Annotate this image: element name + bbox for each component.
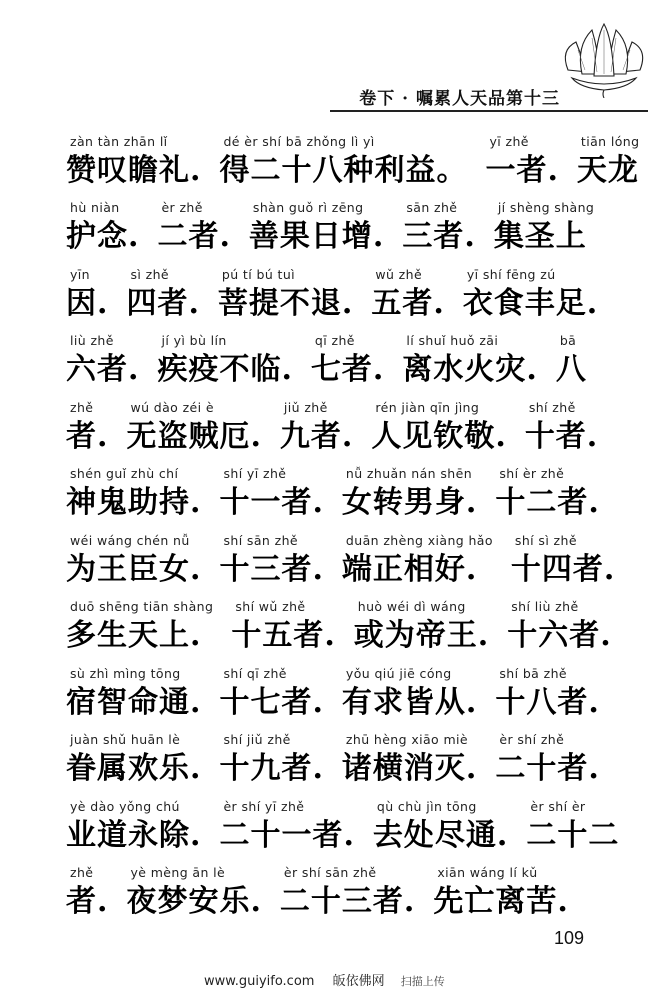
phrase: [485, 133, 558, 191]
hanzi: 十六者.: [507, 618, 612, 653]
pinyin: wéi wáng chén nǚ: [70, 532, 190, 548]
pinyin: shí èr zhě: [499, 466, 565, 481]
pinyin: tiān lóng: [580, 133, 640, 149]
pinyin: yè dào yǒng chú: [70, 798, 180, 814]
phrase: [66, 731, 201, 789]
hanzi: 者.: [66, 884, 109, 919]
phrase: [66, 465, 201, 523]
footer-watermark: [204, 970, 445, 989]
sutra-text: [66, 124, 640, 922]
hanzi: 十四者.: [510, 551, 616, 587]
hanzi: 衣食丰足.: [462, 285, 599, 321]
hanzi: 集圣上: [493, 219, 587, 254]
page-header: [0, 0, 662, 118]
hanzi: 女转男身.: [341, 485, 478, 520]
pinyin: sì zhě: [130, 266, 169, 282]
hanzi: 二十者.: [495, 751, 600, 786]
pinyin: yīn: [70, 266, 90, 282]
pinyin: bā: [559, 333, 577, 348]
hanzi: 十九者.: [219, 751, 324, 786]
hanzi: 四者.: [126, 285, 200, 321]
pinyin: yī zhě: [489, 133, 529, 149]
phrase: [219, 665, 323, 723]
phrase: [371, 266, 444, 324]
hanzi: 无盗贼厄.: [126, 418, 262, 454]
hanzi: 十七者.: [219, 684, 324, 720]
pinyin: huò wéi dì wáng: [357, 599, 466, 614]
phrase: [126, 399, 261, 457]
header-divider: [330, 110, 648, 112]
pinyin: shí zhě: [528, 399, 576, 415]
pinyin: èr shí zhě: [499, 732, 565, 747]
text-line: [66, 457, 626, 524]
hanzi: 因.: [66, 285, 109, 321]
hanzi: 十者.: [524, 418, 599, 454]
hanzi: 十五者.: [231, 618, 336, 653]
pinyin: shí liù zhě: [511, 599, 579, 614]
phrase: [157, 199, 230, 257]
hanzi: 业道永除.: [66, 817, 202, 853]
hanzi: 菩提不退.: [217, 285, 354, 321]
pinyin: zhū hèng xiāo miè: [345, 732, 469, 747]
hanzi: 疾疫不临.: [157, 352, 293, 387]
page-number: 109: [553, 928, 584, 948]
hanzi: 五者.: [371, 285, 445, 321]
phrase: [66, 864, 108, 922]
phrase: [495, 465, 599, 523]
phrase: [371, 399, 506, 457]
phrase: [402, 199, 475, 257]
phrase: [342, 665, 477, 723]
pinyin: yǒu qiú jiē cóng: [345, 665, 452, 681]
text-line: [66, 124, 640, 191]
phrase: [219, 133, 467, 191]
phrase: [556, 332, 587, 390]
phrase: [66, 798, 201, 856]
hanzi: 赞叹瞻礼.: [66, 152, 202, 188]
pinyin: jiǔ zhě: [283, 399, 328, 415]
hanzi: 二者.: [157, 219, 231, 254]
phrase: [433, 864, 568, 922]
phrase: [463, 266, 598, 324]
text-line: [66, 723, 626, 790]
hanzi: 离水火灾.: [402, 352, 538, 387]
phrase: [66, 266, 108, 324]
pinyin: èr shí èr: [530, 798, 586, 814]
text-line: [66, 789, 626, 856]
phrase: [507, 598, 611, 656]
phrase: [66, 133, 201, 191]
phrase: [219, 465, 323, 523]
pinyin: jí shèng shàng: [497, 200, 595, 215]
phrase: [66, 665, 201, 723]
pinyin: shí qī zhě: [223, 665, 287, 681]
pinyin: shàn guǒ rì zēng: [252, 200, 364, 215]
pinyin: xiān wáng lí kǔ: [437, 865, 538, 880]
pinyin: zhě: [70, 865, 94, 880]
phrase: [526, 798, 619, 856]
text-line: [66, 257, 626, 324]
phrase: [66, 199, 139, 257]
pinyin: sù zhì mìng tōng: [70, 665, 181, 681]
hanzi: 六者.: [66, 352, 140, 387]
phrase: [66, 598, 213, 656]
pinyin: liù zhě: [70, 333, 114, 348]
phrase: [231, 598, 335, 656]
hanzi: 得二十八种利益。: [219, 152, 468, 188]
chapter-title: 卷下 · 嘱累人天品第十三: [359, 89, 560, 109]
phrase: [219, 532, 323, 590]
lotus-icon: [558, 20, 650, 98]
phrase: [66, 332, 139, 390]
phrase: [494, 199, 594, 257]
hanzi: 二十二: [526, 817, 620, 853]
pinyin: èr shí sān zhě: [283, 865, 377, 880]
phrase: [218, 266, 353, 324]
pinyin: shén guǐ zhù chí: [70, 466, 179, 481]
phrase: [219, 731, 323, 789]
hanzi: 三者.: [402, 219, 476, 254]
text-line: [66, 856, 626, 923]
hanzi: 为王臣女.: [66, 551, 202, 587]
pinyin: wú dào zéi è: [130, 399, 214, 415]
pinyin: duān zhèng xiàng hǎo: [345, 532, 493, 548]
footer-note: 扫描上传: [400, 975, 445, 988]
pinyin: nǚ zhuǎn nán shēn: [345, 466, 473, 481]
hanzi: 眷属欢乐.: [66, 751, 202, 786]
pinyin: èr shí yī zhě: [223, 798, 305, 814]
pinyin: shí jiǔ zhě: [223, 732, 291, 747]
pinyin: jí yì bù lín: [161, 333, 227, 348]
phrase: [126, 266, 199, 324]
hanzi: 二十三者.: [279, 884, 416, 919]
phrase: [525, 399, 598, 457]
pinyin: juàn shǔ huān lè: [70, 732, 181, 747]
hanzi: 或为帝王.: [353, 618, 490, 653]
footer-site: www.guiyifo.com: [204, 974, 315, 989]
pinyin: sān zhě: [406, 200, 458, 215]
phrase: [157, 332, 292, 390]
pinyin: hù niàn: [70, 200, 120, 215]
pinyin: yī shí fēng zú: [466, 266, 556, 282]
phrase: [280, 864, 415, 922]
pinyin: qī zhě: [314, 333, 355, 348]
hanzi: 二十一者.: [219, 817, 355, 853]
phrase: [249, 199, 384, 257]
pinyin: shí wǔ zhě: [235, 599, 306, 614]
pinyin: shí sān zhě: [223, 532, 298, 548]
phrase: [354, 598, 489, 656]
pinyin: zhě: [70, 399, 94, 415]
pinyin: zàn tàn zhān lǐ: [70, 133, 168, 149]
phrase: [66, 399, 108, 457]
hanzi: 神鬼助持.: [66, 485, 202, 520]
phrase: [511, 532, 615, 590]
hanzi: 有求皆从.: [341, 684, 478, 720]
pinyin: wǔ zhě: [375, 266, 423, 282]
hanzi: 诸横消灭.: [341, 751, 478, 786]
pinyin: pú tí bú tuì: [221, 266, 296, 282]
phrase: [577, 133, 640, 191]
text-line: [66, 523, 626, 590]
text-line: [66, 324, 626, 391]
hanzi: 先亡离苦.: [433, 884, 569, 919]
hanzi: 多生天上.: [66, 618, 202, 653]
pinyin: èr zhě: [161, 200, 203, 215]
phrase: [373, 798, 508, 856]
hanzi: 去处尽通.: [372, 817, 509, 853]
phrase: [495, 665, 599, 723]
hanzi: 善果日增.: [248, 219, 385, 254]
hanzi: 夜梦安乐.: [126, 884, 262, 919]
phrase: [280, 399, 353, 457]
hanzi: 人见钦敬.: [371, 418, 507, 454]
hanzi: 八: [555, 352, 587, 387]
hanzi: 十二者.: [495, 485, 600, 520]
footer-name: 皈依佛网: [332, 974, 385, 989]
pinyin: shí sì zhě: [514, 532, 577, 548]
hanzi: 九者.: [279, 418, 354, 454]
hanzi: 宿智命通.: [66, 684, 202, 720]
phrase: [311, 332, 384, 390]
phrase: [66, 532, 201, 590]
hanzi: 十一者.: [219, 485, 324, 520]
phrase: [342, 465, 477, 523]
text-line: [66, 656, 626, 723]
pinyin: shí yī zhě: [223, 466, 287, 481]
pinyin: dé èr shí bā zhǒng lì yì: [223, 133, 375, 149]
hanzi: 一者.: [485, 152, 559, 188]
phrase: [402, 332, 537, 390]
pinyin: yè mèng ān lè: [130, 865, 226, 880]
hanzi: 护念.: [66, 219, 140, 254]
pinyin: rén jiàn qīn jìng: [375, 399, 480, 415]
pinyin: duō shēng tiān shàng: [70, 599, 214, 614]
hanzi: 者.: [66, 418, 109, 454]
text-line: [66, 390, 626, 457]
hanzi: 端正相好.: [341, 551, 478, 587]
phrase: [342, 532, 493, 590]
phrase: [342, 731, 477, 789]
text-line: [66, 191, 626, 258]
pinyin: shí bā zhě: [499, 665, 567, 681]
phrase: [126, 864, 261, 922]
pinyin: qù chù jìn tōng: [376, 798, 477, 814]
phrase: [495, 731, 599, 789]
text-line: [66, 590, 626, 657]
hanzi: 七者.: [310, 352, 385, 387]
hanzi: 天龙: [576, 152, 639, 188]
hanzi: 十三者.: [219, 551, 324, 587]
phrase: [219, 798, 354, 856]
pinyin: lí shuǐ huǒ zāi: [406, 333, 499, 348]
hanzi: 十八者.: [495, 684, 600, 720]
